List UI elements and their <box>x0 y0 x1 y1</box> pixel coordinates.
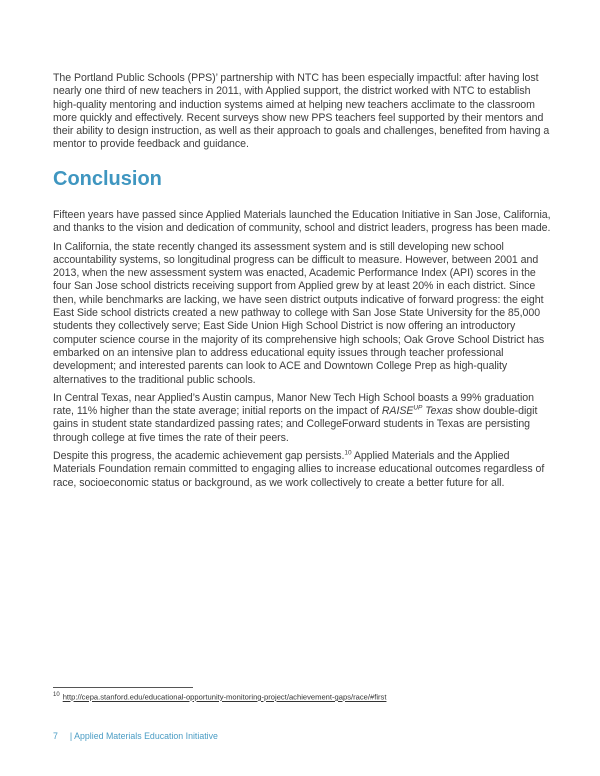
intro-section <box>53 72 553 157</box>
conclusion-paragraph-closing: Despite this progress, the academic achievement gap persists.$^{10}$ Applied Materials and the Applied Materials Foundation remain committed to engaging allies to increase educational outcomes regardless of race, socioeconomic status or background, as we work collectively to create a better future for all. <box>53 449 545 489</box>
page-footer <box>53 731 218 741</box>
footer-title: | Applied Materials Education Initiative <box>69 731 218 741</box>
conclusion-section <box>53 209 553 495</box>
intro-paragraph: The Portland Public Schools (PPS)’ partnership with NTC has been especially impactful: after having lost nearly one third of new teachers in 2011, with Applied support, the district worked with NTC to establish high-quality mentoring and induction systems aimed at helping new teachers acclimate to the classroom more quickly and effectively. Recent surveys show new PPS teachers feel supported by their mentors and their ability to design instruction, as well as their approach to goals and challenges, benefited from having a mentor to provide feedback and guidance. <box>53 72 550 151</box>
section-heading-conclusion: Conclusion <box>53 168 162 190</box>
texas-text-before: In Central Texas, near Applied’s Austin campus, Manor New Tech High School boasts a 99% graduation rate, 11% higher than the state average; initial reports on the impact of <box>53 391 534 418</box>
footnote-reference[interactable]: 10 <box>344 449 352 457</box>
raise-up-name: $RAISE^{UP}$ Texas <box>381 404 453 418</box>
conclusion-paragraph-texas <box>53 392 553 445</box>
footnote-divider <box>53 687 193 688</box>
raise-up-superscript: UP <box>413 404 423 412</box>
footnote <box>53 692 386 702</box>
conclusion-paragraph-2: In California, the state recently changed its assessment system and is still developing new school accountability systems, so longitudinal progress can be difficult to measure. However, between 2001 and 2013, when the new assessment system was enacted, Academic Performance Index (API) scores in the four San Jose school districts receiving support from Applied grew by at least 20% in each district. Since then, while benchmarks are lacking, we have seen district outputs indicative of forward progress: the eight East Side school districts created a new pathway to college with San Jose State University for the 85,000 students they collectively serve; East Side Union High School District is now offering an introductory computer science course in the majority of its comprehensive high schools; Oak Grove School District has embarked on an intensive plan to address educational equity issues through teacher professional development; and interested parents can look to ACE and Downtown College Prep as high-quality alternatives to the traditional public schools. <box>53 240 545 386</box>
footnote-number: 10 <box>53 692 60 698</box>
texas-text-after: show double-digit gains in student state standardized passing rates; and CollegeForward students in Texas are persisting through college at five times the rate of their peers. <box>53 405 538 444</box>
conclusion-paragraph-1: Fifteen years have passed since Applied Materials launched the Education Initiative in San Jose, California, and thanks to the vision and dedication of community, school and district leaders, progress has been made. <box>53 209 551 235</box>
page-number: 7 <box>53 731 58 741</box>
footnote-link[interactable]: http://cepa.stanford.edu/educational-opportunity-monitoring-project/achievement-gaps/race/#first <box>62 692 387 702</box>
